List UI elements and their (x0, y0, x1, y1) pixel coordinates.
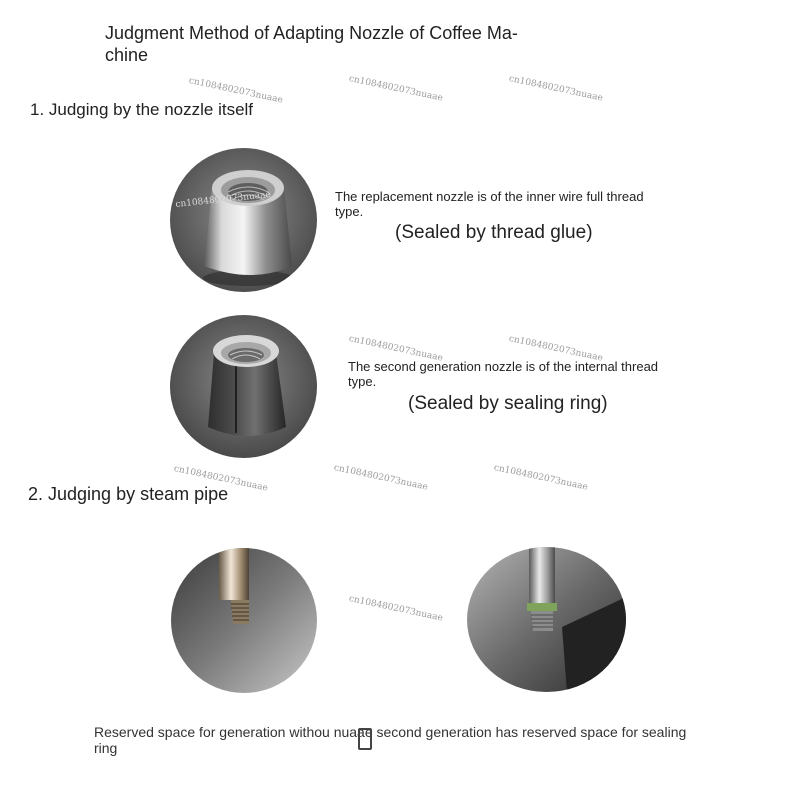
watermark: cn1084802073nuaae (347, 74, 444, 104)
steam-pipe-caption: Reserved space for generation withou nuaae second generation has reserved space for sealing ring (94, 724, 687, 756)
nozzle-full-thread-description: The replacement nozzle is of the inner wire full thread type. (335, 189, 644, 219)
nozzle-internal-thread-seal-note: (Sealed by sealing ring) (408, 393, 608, 414)
watermark: cn1084802073nuaae (347, 594, 444, 624)
document-icon (358, 728, 372, 750)
watermark: cn1084802073nuaae (347, 334, 444, 364)
nozzle-internal-thread-photo (170, 315, 317, 458)
watermark: cn1084802073nuaae (492, 463, 589, 493)
watermark: cn1084802073nuaae (332, 463, 429, 493)
watermark: cn1084802073nuaae (172, 464, 269, 494)
nozzle-full-thread-seal-note: (Sealed by thread glue) (395, 222, 593, 243)
steam-pipe-first-generation-photo (171, 548, 317, 693)
watermark: cn1084802073nuaae (507, 74, 604, 104)
nozzle-internal-thread-description: The second generation nozzle is of the internal thread type. (348, 359, 659, 389)
section2-heading: 2. Judging by steam pipe (28, 484, 229, 504)
steam-pipe-second-generation-photo (467, 547, 626, 692)
watermark: cn1084802073nuaae (175, 189, 272, 210)
watermark: cn1084802073nuaae (187, 76, 284, 106)
section1-heading: 1. Judging by the nozzle itself (30, 100, 254, 119)
watermark: cn1084802073nuaae (507, 334, 604, 364)
nozzle-full-thread-photo (170, 148, 317, 292)
page-title: Judgment Method of Adapting Nozzle of Coffee Ma- chine (105, 23, 518, 65)
